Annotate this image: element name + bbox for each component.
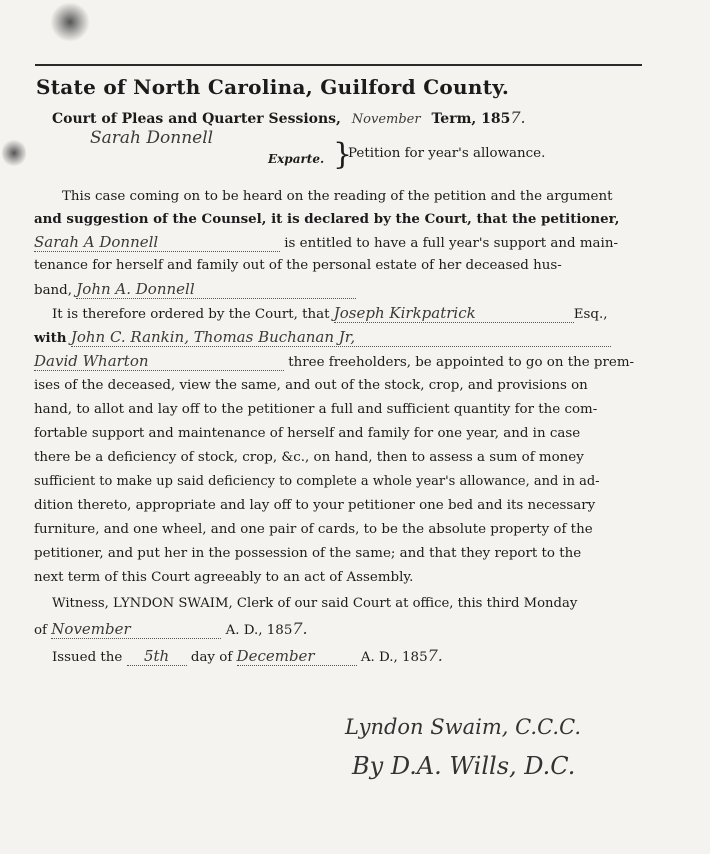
body-line-3-text: is entitled to have a full year's support and main- [284,236,618,251]
header-rule [35,64,642,66]
body-line-1: This case coming on to be heard on the reading of the petition and the argument [62,189,613,204]
deceased-husband-name: John A. Donnell [76,281,356,299]
witness-year-digit: 7. [292,619,308,638]
issued-month: December [237,648,357,666]
issued-ad-label: A. D., 185 [360,650,428,665]
esq-label: Esq., [573,307,608,322]
body-line-8 [34,352,635,371]
third-freeholder-name: David Wharton [34,353,284,371]
caption-brace: } [333,137,353,172]
court-term-line [52,108,526,127]
body-line-15: furniture, and one wheel, and one pair of cards, to be the absolute property of the [34,522,593,537]
term-label: Term, 185 [431,111,511,127]
issued-year-digit: 7. [427,646,443,665]
band-label: band, [34,283,73,298]
issued-label: Issued the [52,650,123,665]
body-line-14: dition thereto, appropriate and lay off to your petitioner one bed and its necessary [34,498,596,513]
petition-subject: Petition for year's allowance. [348,146,546,161]
body-line-17: next term of this Court agreeably to an act of Assembly. [34,570,414,585]
freeholder-names: John C. Rankin, Thomas Buchanan Jr, [71,329,611,347]
body-line-4: tenance for herself and family out of the personal estate of her deceased hus- [34,258,562,273]
issued-day: 5th [127,648,187,666]
exparte-label: Exparte. [268,152,325,166]
body-line-13: sufficient to make up said deficiency to complete a whole year's allowance, and in ad- [34,474,600,489]
body-line-11: fortable support and maintenance of herself and family for one year, and in case [34,426,581,441]
deputy-signature: By D.A. Wills, D.C. [352,752,576,780]
body-line-8-text: three freeholders, be appointed to go on the prem- [288,355,635,370]
ordered-text: It is therefore ordered by the Court, that [52,307,330,322]
witness-line: Witness, LYNDON SWAIM, Clerk of our said Court at office, this third Monday [52,596,578,611]
petitioner-name: Sarah A Donnell [34,234,280,252]
commissioner-name: Joseph Kirkpatrick [334,305,574,323]
petitioner-name-caption: Sarah Donnell [90,128,214,148]
issued-day-of: day of [190,650,233,665]
witness-date-line [34,620,622,639]
body-line-10: hand, to allot and lay off to the petitioner a full and sufficient quantity for the com- [34,402,598,417]
clerk-signature: Lyndon Swaim, C.C.C. [345,715,582,739]
body-line-7 [34,329,622,347]
body-line-12: there be a deficiency of stock, crop, &c., on hand, then to assess a sum of money [34,450,584,465]
of-label: of [34,623,48,638]
issued-line [52,647,640,666]
court-name: Court of Pleas and Quarter Sessions, [52,111,341,127]
body-line-3 [34,234,622,252]
body-line-9: ises of the deceased, view the same, and out of the stock, crop, and provisions on [34,378,588,393]
term-year-digit: 7. [510,108,526,127]
body-line-2: and suggestion of the Counsel, it is declared by the Court, that the petitioner, [34,211,620,227]
body-line-5 [34,281,622,299]
with-label: with [34,330,67,346]
witness-month: November [51,621,221,639]
term-month: November [351,112,421,127]
state-county-title: State of North Carolina, Guilford County. [36,75,510,99]
body-line-6 [52,305,640,323]
witness-ad-label: A. D., 185 [225,623,293,638]
ink-smudge [2,138,26,168]
ink-smudge [50,2,90,42]
body-line-16: petitioner, and put her in the possession of the same; and that they report to the [34,546,582,561]
